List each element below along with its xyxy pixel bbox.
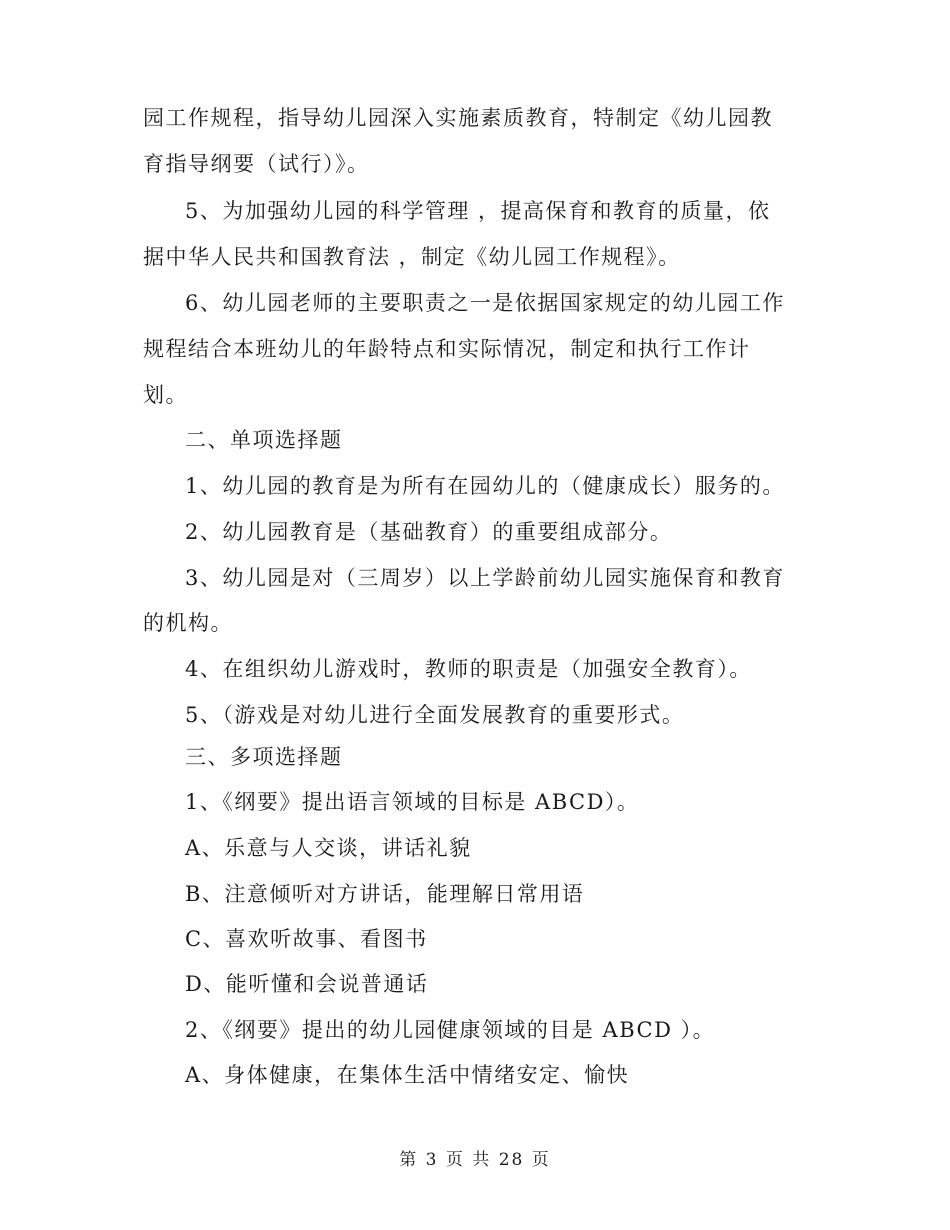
text-line: 1、《纲要》提出语言领域的目标是 ABCD）。 — [185, 790, 640, 814]
text-line: 园工作规程，指导幼儿园深入实施素质教育，特制定《幼儿园教 — [143, 106, 773, 130]
section-heading: 二、单项选择题 — [185, 428, 343, 452]
text-line: 2、《纲要》提出的幼儿园健康领域的目是 ABCD ）。 — [185, 1018, 716, 1042]
option-line: C、喜欢听故事、看图书 — [185, 927, 428, 951]
option-line: A、乐意与人交谈，讲话礼貌 — [185, 836, 472, 860]
option-line: D、能听懂和会说普通话 — [185, 972, 429, 996]
text-line: 1、幼儿园的教育是为所有在园幼儿的（健康成长）服务的。 — [185, 474, 785, 498]
option-line: B、注意倾听对方讲话，能理解日常用语 — [185, 882, 585, 906]
text-line: 4、在组织幼儿游戏时，教师的职责是（加强安全教育）。 — [185, 657, 752, 681]
text-line: 2、幼儿园教育是（基础教育）的重要组成部分。 — [185, 520, 673, 544]
page-footer: 第 3 页 共 28 页 — [399, 1150, 551, 1170]
section-heading: 三、多项选择题 — [185, 745, 343, 769]
text-line: 6、幼儿园老师的主要职责之一是依据国家规定的幼儿园工作 — [185, 291, 785, 315]
text-line: 划。 — [143, 383, 188, 407]
text-line: 5、为加强幼儿园的科学管理 ，提高保育和教育的质量，依 — [185, 199, 771, 223]
option-line: A、身体健康，在集体生活中情绪安定、愉快 — [185, 1063, 630, 1087]
text-line: 5、（游戏是对幼儿进行全面发展教育的重要形式。 — [185, 703, 685, 727]
text-line: 育指导纲要（试行）》。 — [143, 152, 370, 176]
text-line: 3、幼儿园是对（三周岁）以上学龄前幼儿园实施保育和教育 — [185, 566, 785, 590]
text-line: 的机构。 — [143, 611, 233, 635]
text-line: 规程结合本班幼儿的年龄特点和实际情况，制定和执行工作计 — [143, 337, 751, 361]
text-line: 据中华人民共和国教育法 ，制定《幼儿园工作规程》。 — [143, 245, 681, 269]
